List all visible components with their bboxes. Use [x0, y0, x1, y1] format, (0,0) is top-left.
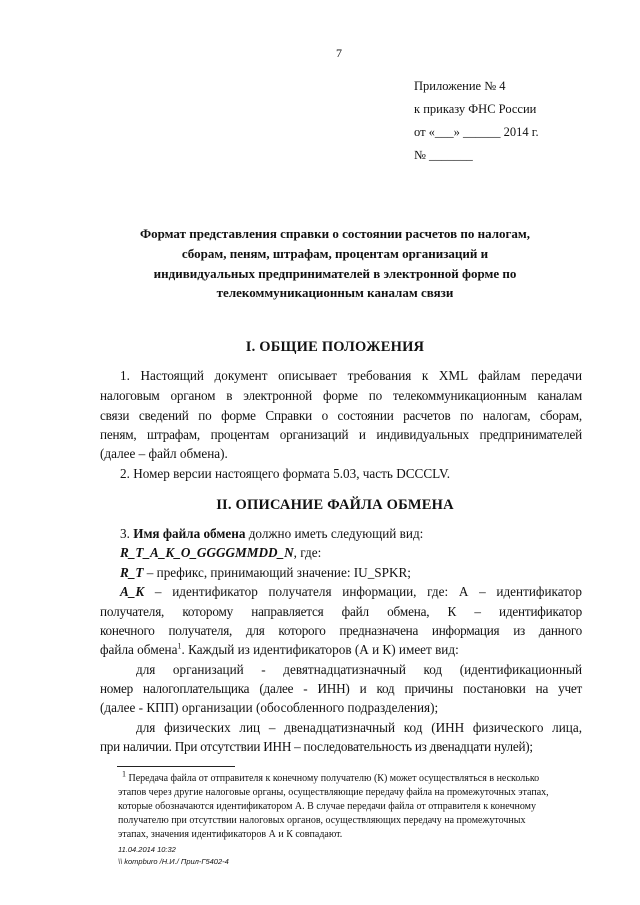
p1-line3: связи сведений по форме Справки о состоянии расчетов по налогам, сборам,: [100, 408, 582, 423]
rt-line: [120, 565, 411, 581]
document-title-line1: Формат представления справки о состоянии расчетов по налогам,: [139, 226, 531, 241]
print-date: 11.04.2014 10:32: [118, 845, 176, 854]
ak-term: A_K: [120, 584, 145, 599]
footnote-mark: 1: [122, 769, 126, 779]
p3-rest: должно иметь следующий вид:: [245, 526, 424, 541]
file-path: \\ kompburo /Н.И./ Прил-Г5402-4: [118, 857, 229, 866]
p1-line4: пеням, штрафам, процентам организаций и индивидуальных предпринимателей: [100, 427, 582, 442]
appendix-line4: № _______: [414, 148, 473, 162]
p3-line: [120, 526, 423, 542]
rt-term: R_T: [120, 565, 144, 580]
footnote-line2: этапов через другие налоговые органы, осуществляющие передачу файла на промежуточных этапах,: [118, 787, 549, 798]
p3-prefix: 3.: [120, 526, 134, 541]
footnote-text1: Передача файла от отправителя к конечному получателю (К) может осуществляться в несколько: [126, 773, 540, 784]
org-line1: для организаций - девятнадцатизначный код (идентификационный: [136, 662, 582, 677]
appendix-line2: к приказу ФНС России: [414, 102, 537, 116]
footnote-line1: [122, 769, 540, 784]
p1-line2: налоговым органом в электронной форме по телекоммуникационным каналам: [100, 388, 582, 403]
fl-line2: при наличии. При отсутствии ИНН – последовательность из двенадцати нулей);: [100, 739, 533, 754]
fl-line1: для физических лиц – двенадцатизначный код (ИНН физического лица,: [136, 720, 582, 735]
ak-line3: конечного получателя, для которого предназначена информация из данного: [100, 623, 582, 638]
page-number: 7: [336, 46, 342, 60]
ak-line2: получателя, которому направляется файл обмена, К – идентификатор: [100, 604, 582, 619]
appendix-line3: от «___» ______ 2014 г.: [414, 125, 539, 139]
filename-line: [120, 545, 321, 561]
footnote-line5: этапах, значения идентификаторов А и К совпадают.: [118, 829, 343, 840]
filename-pattern: R_T_A_K_O_GGGGMMDD_N: [120, 545, 294, 560]
footnote-ref: 1: [177, 641, 182, 651]
ak-line4-start: файла обмена: [100, 642, 178, 657]
p3-bold-term: Имя файла обмена: [133, 526, 246, 541]
footnote-line4: получателю при отсутствии налоговых органов, осуществляющих передачу на промежуточных: [118, 815, 526, 826]
p1-line1: 1. Настоящий документ описывает требования к XML файлам передачи: [120, 368, 582, 383]
org-line3: (далее - КПП) организации (обособленного подразделения);: [100, 700, 439, 715]
ak-line1: [120, 584, 582, 600]
footnote-rule: [117, 766, 235, 767]
document-title-line4: телекоммуникационным каналам связи: [216, 285, 454, 300]
filename-suffix: , где:: [293, 545, 322, 560]
org-line2: номер налогоплательщика (далее - ИНН) и код причины постановки на учет: [100, 681, 582, 696]
ak-text1: – идентификатор получателя информации, где: А – идентификатор: [144, 584, 582, 599]
document-title-line2: сборам, пеням, штрафам, процентам организаций и: [181, 246, 489, 261]
appendix-line1: Приложение № 4: [414, 79, 506, 93]
p2: 2. Номер версии настоящего формата 5.03, часть DCCCLV.: [120, 466, 451, 481]
p1-line5: (далее – файл обмена).: [100, 446, 228, 461]
section2-heading: II. ОПИСАНИЕ ФАЙЛА ОБМЕНА: [216, 497, 454, 513]
document-title-line3: индивидуальных предпринимателей в электронной форме по: [153, 266, 517, 281]
section1-heading: I. ОБЩИЕ ПОЛОЖЕНИЯ: [245, 339, 425, 355]
ak-line4: [100, 642, 459, 658]
footnote-line3: которые обозначаются идентификатором А. В случае передачи файла от отправителя к конечному: [118, 801, 536, 812]
ak-line4-end: . Каждый из идентификаторов (А и К) имеет вид:: [181, 642, 459, 657]
rt-text: – префикс, принимающий значение: IU_SPKR;: [143, 565, 411, 580]
